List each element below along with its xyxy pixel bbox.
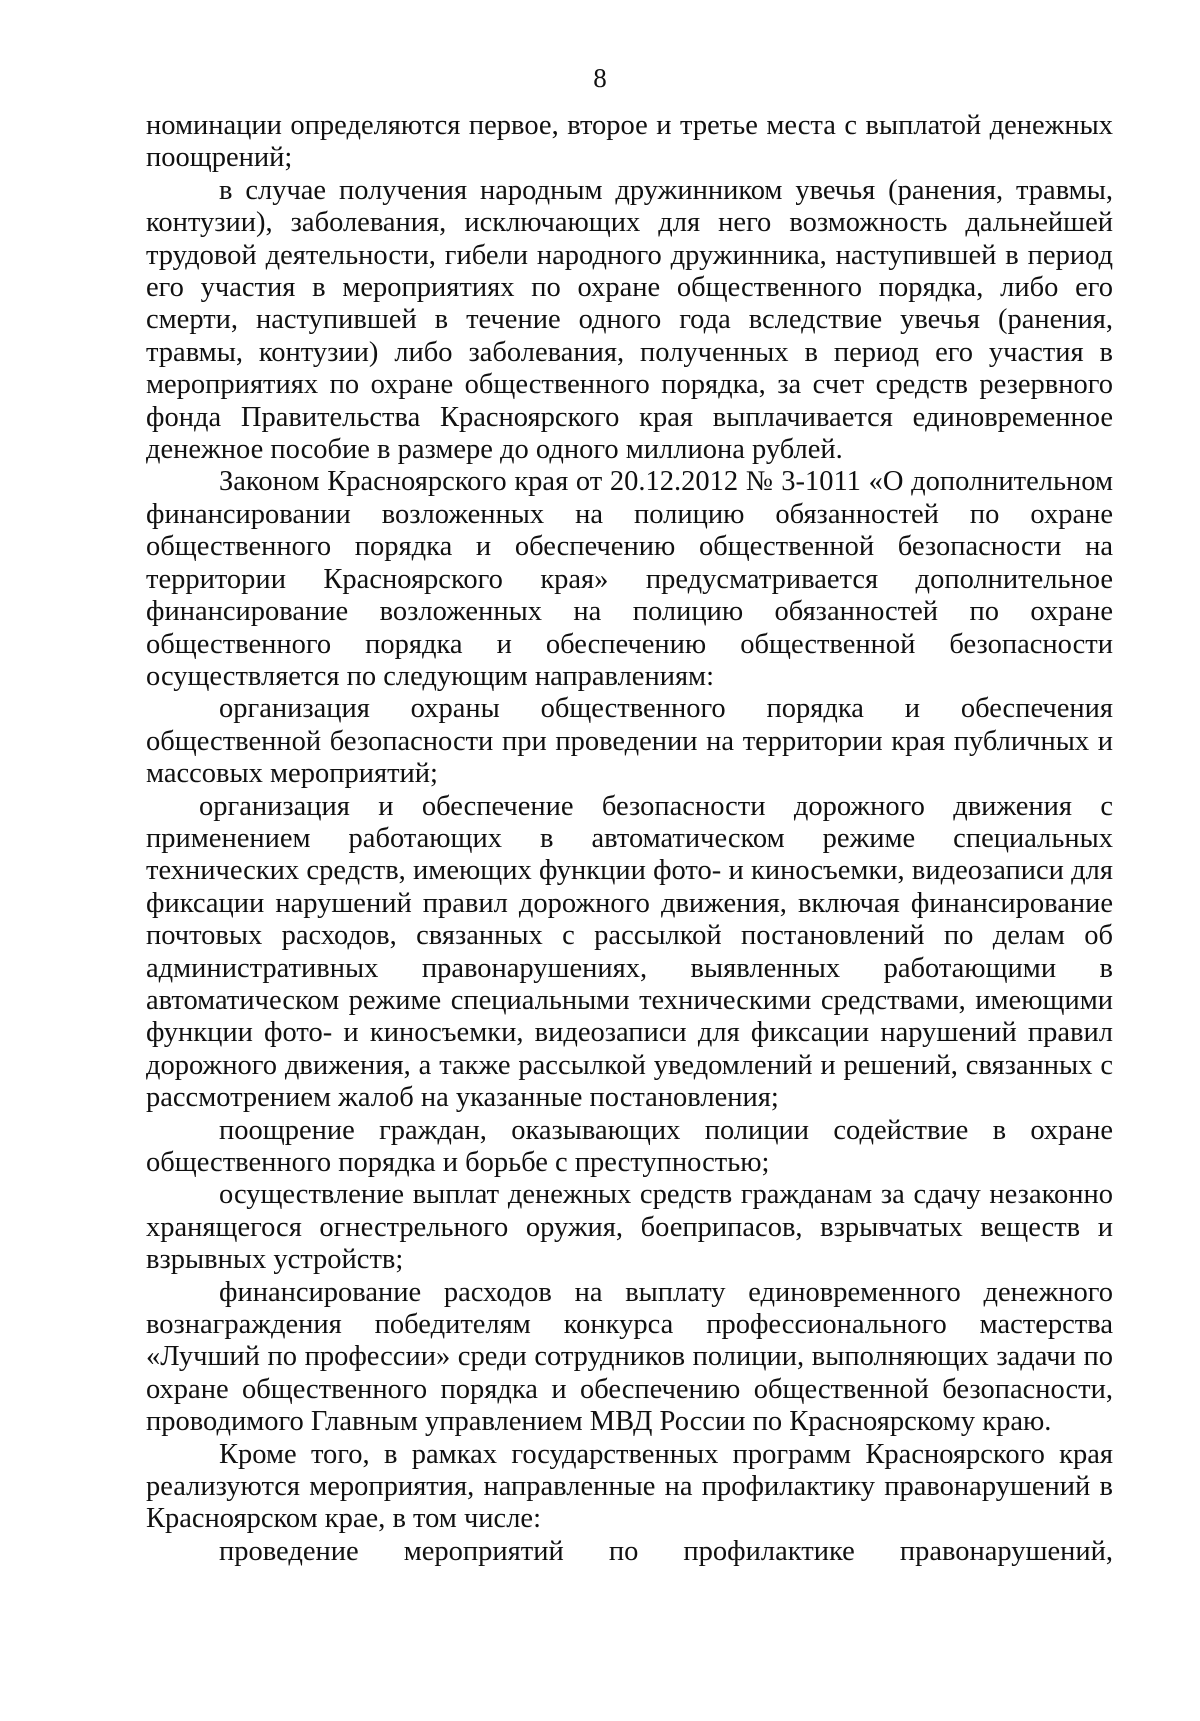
paragraph-1: номинации определяются первое, второе и третье места с выплатой денежных поощрений;: [146, 110, 1113, 174]
document-body: [146, 110, 1113, 1568]
paragraph-8: финансирование расходов на выплату единовременного денежного вознаграждения победителям конкурса профессионального мастерства «Лучший по профессии» среди сотрудников полиции, выполняющих задачи по охране общественного порядка и обеспечению общественной безопасности, проводимого Главным управлением МВД России по Красноярскому краю.: [146, 1276, 1113, 1438]
paragraph-5: организация и обеспечение безопасности дорожного движения с применением работающих в автоматическом режиме специальных технических средств, имеющих функции фото- и киносъемки, видеозаписи для фиксации нарушений правил дорожного движения, включая финансирование почтовых расходов, связанных с рассылкой постановлений по делам об административных правонарушениях, выявленных работающими в автоматическом режиме специальными техническими средствами, имеющими функции фото- и киносъемки, видеозаписи для фиксации нарушений правил дорожного движения, а также рассылкой уведомлений и решений, связанных с рассмотрением жалоб на указанные постановления;: [146, 790, 1113, 1114]
page-number: 8: [593, 63, 607, 93]
paragraph-7: осуществление выплат денежных средств гражданам за сдачу незаконно хранящегося огнестрельного оружия, боеприпасов, взрывчатых веществ и взрывных устройств;: [146, 1179, 1113, 1276]
paragraph-10: проведение мероприятий по профилактике правонарушений,: [219, 1535, 1113, 1567]
paragraph-9: Кроме того, в рамках государственных программ Красноярского края реализуются мероприятия, направленные на профилактику правонарушений в Красноярском крае, в том числе:: [146, 1438, 1113, 1535]
paragraph-6: поощрение граждан, оказывающих полиции содействие в охране общественного порядка и борьбе с преступностью;: [146, 1114, 1113, 1178]
paragraph-4: организация охраны общественного порядка и обеспечения общественной безопасности при проведении на территории края публичных и массовых мероприятий;: [146, 693, 1113, 790]
paragraph-2: в случае получения народным дружинником увечья (ранения, травмы, контузии), заболевания, исключающих для него возможность дальнейшей трудовой деятельности, гибели народного дружинника, наступившей в период его участия в мероприятиях по охране общественного порядка, либо его смерти, наступившей в течение одного года вследствие увечья (ранения, травмы, контузии) либо заболевания, полученных в период его участия в мероприятиях по охране общественного порядка, за счет средств резервного фонда Правительства Красноярского края выплачивается единовременное денежное пособие в размере до одного миллиона рублей.: [146, 174, 1113, 466]
paragraph-3: Законом Красноярского края от 20.12.2012 № 3-1011 «О дополнительном финансировании возложенных на полицию обязанностей по охране общественного порядка и обеспечению общественной безопасности на территории Красноярского края» предусматривается дополнительное финансирование возложенных на полицию обязанностей по охране общественного порядка и обеспечению общественной безопасности осуществляется по следующим направлениям:: [146, 466, 1113, 692]
